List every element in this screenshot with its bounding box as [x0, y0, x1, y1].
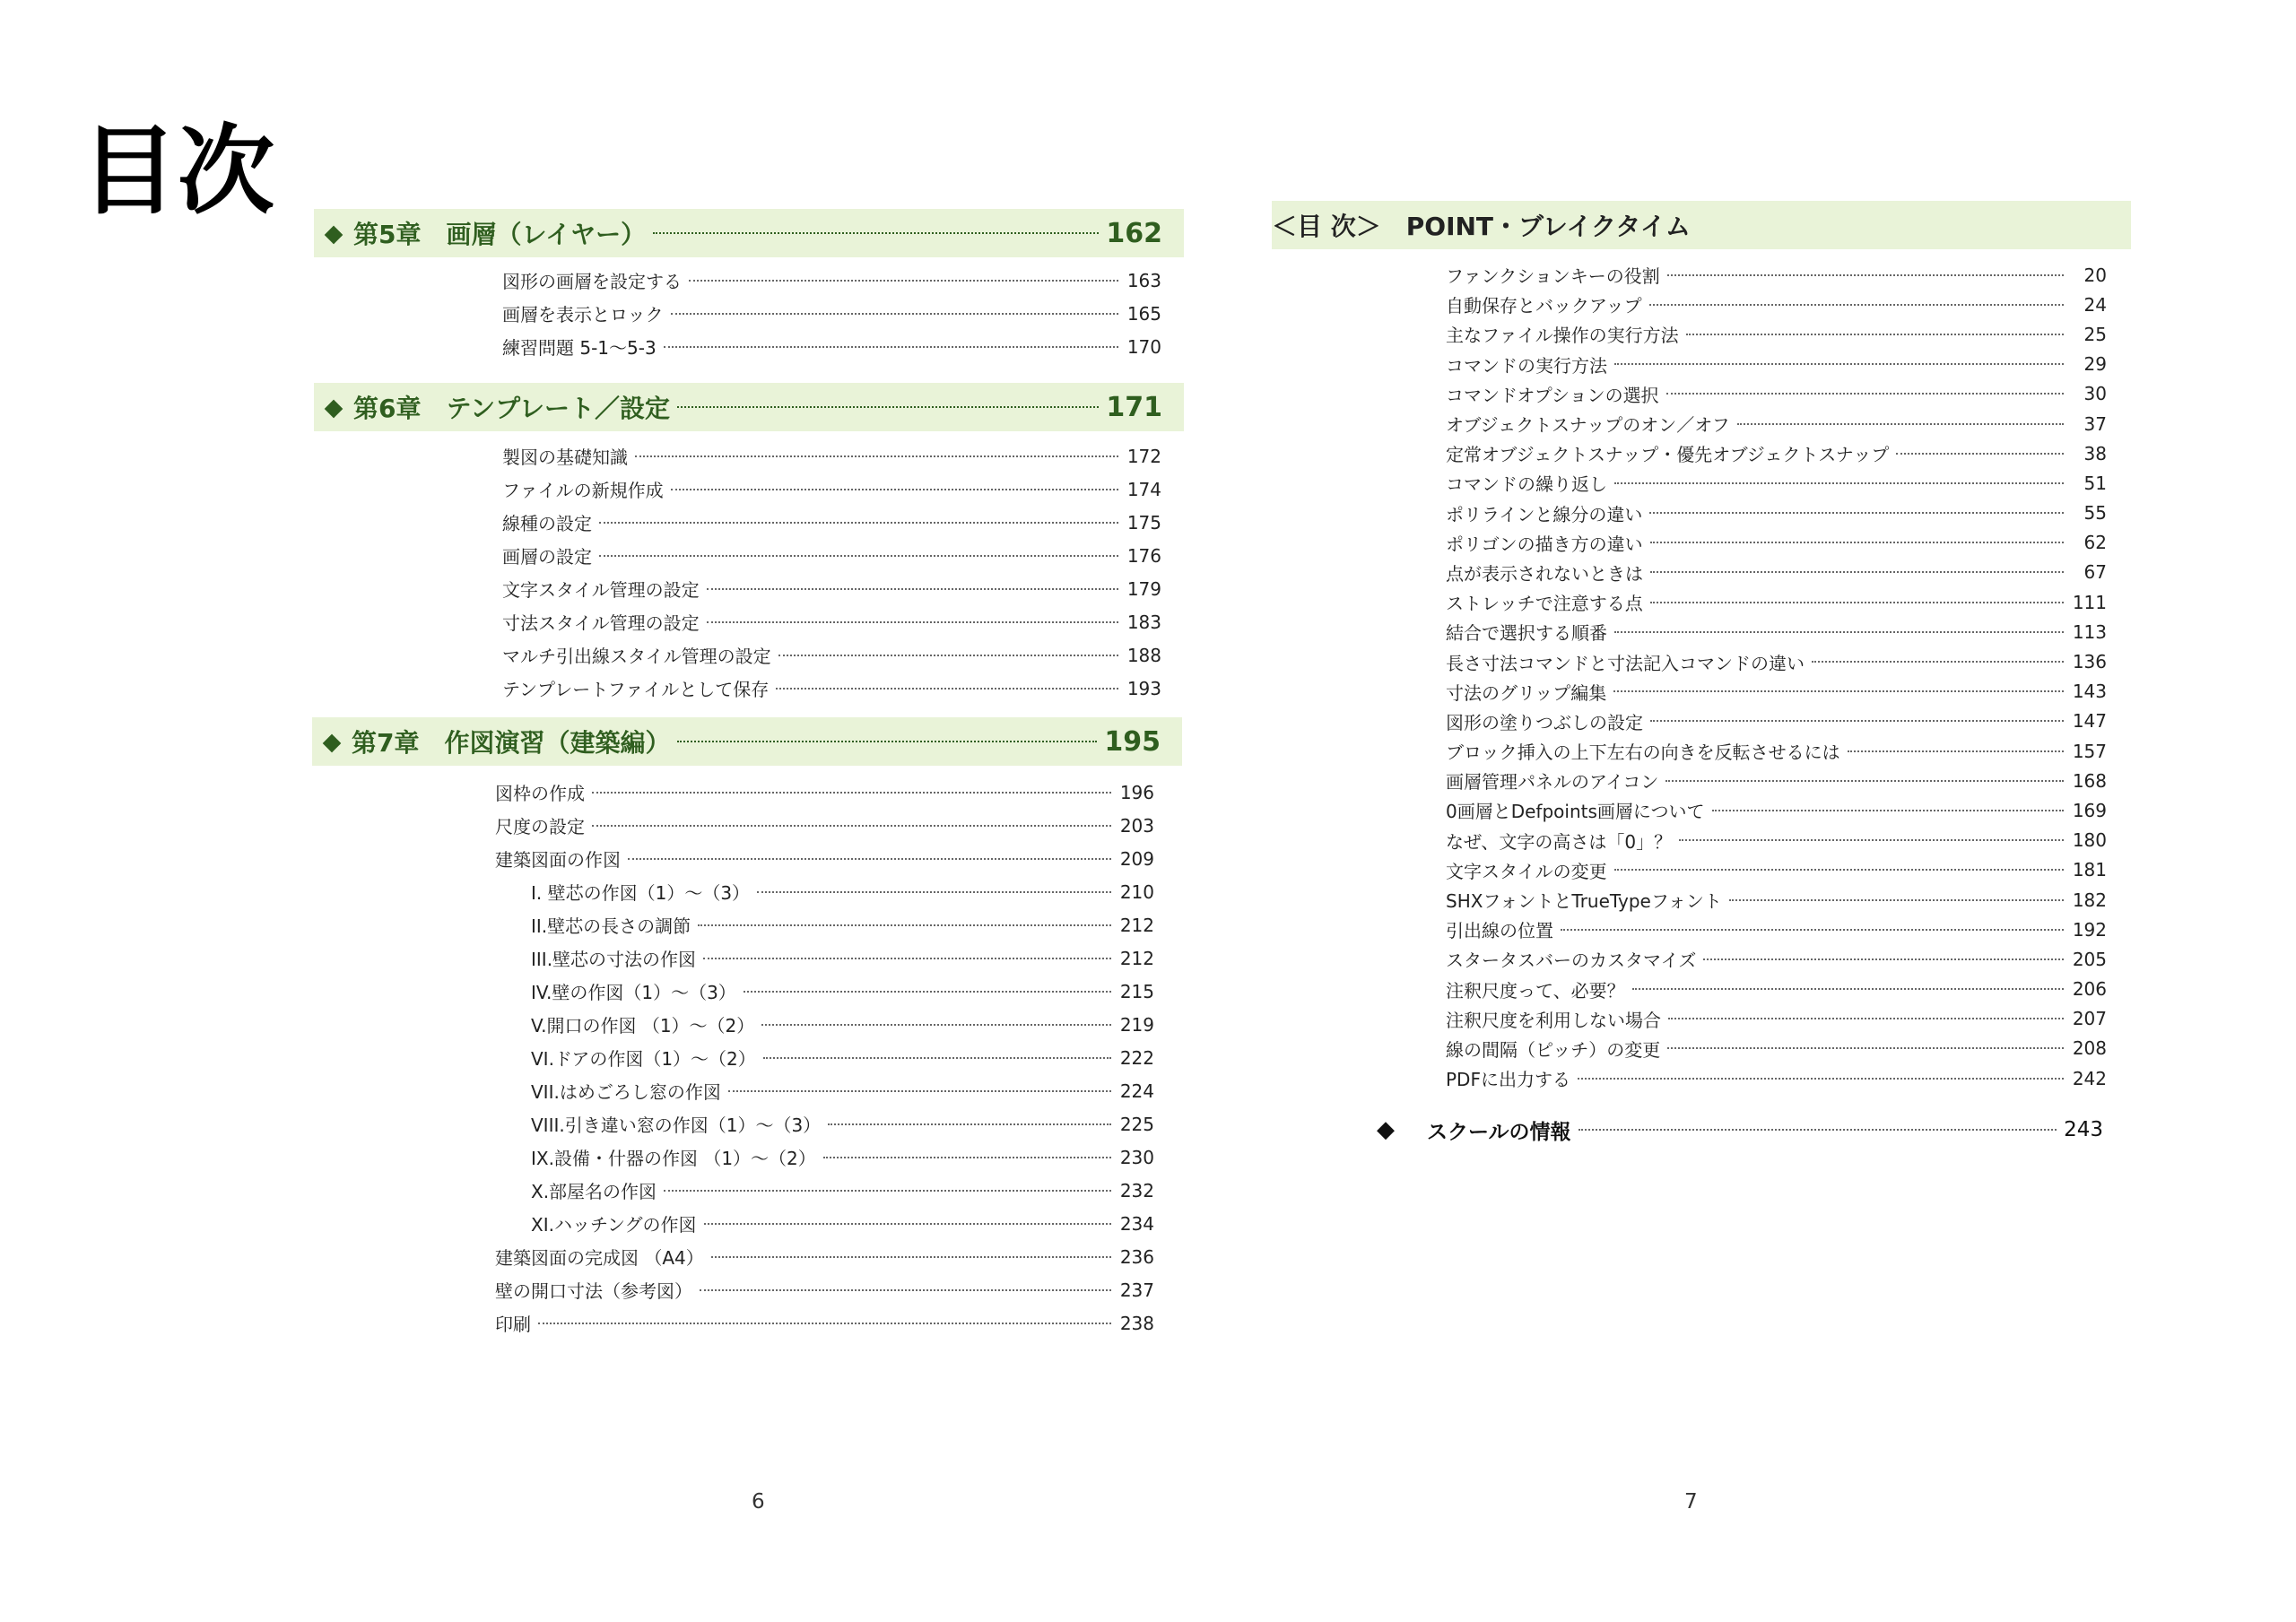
chapter-page: 171 [1106, 391, 1162, 423]
toc-entry[interactable]: 壁の開口寸法（参考図） 237 [495, 1279, 1154, 1302]
toc-subentry[interactable]: IX.設備・什器の作図 （1）～（2） 230 [531, 1146, 1154, 1169]
toc-entry[interactable]: 文字スタイル管理の設定 179 [502, 577, 1161, 601]
toc-entry[interactable]: ブロック挿入の上下左右の向きを反転させるには 157 [1446, 740, 2107, 764]
toc-subentry[interactable]: X.部屋名の作図 232 [531, 1179, 1154, 1202]
toc-subentry[interactable]: II.壁芯の長さの調節 212 [531, 914, 1154, 937]
toc-entry[interactable]: 尺度の設定 203 [495, 814, 1154, 837]
point-breaktime-header [1272, 201, 2131, 249]
toc-entry[interactable]: 図形の画層を設定する 163 [502, 269, 1161, 292]
toc-entry[interactable]: 点が表示されないときは 67 [1446, 561, 2107, 585]
toc-entry[interactable]: 線種の設定 175 [502, 511, 1161, 534]
toc-entry[interactable]: 寸法スタイル管理の設定 183 [502, 611, 1161, 634]
school-info-entry[interactable] [1377, 1112, 2103, 1148]
chapter-7-entries [495, 776, 1154, 1340]
toc-entry[interactable]: 建築図面の作図 209 [495, 847, 1154, 871]
toc-entry[interactable]: 文字スタイルの変更 181 [1446, 859, 2107, 882]
toc-entry[interactable]: 製図の基礎知識 172 [502, 445, 1161, 468]
toc-entry[interactable]: ファイルの新規作成 174 [502, 478, 1161, 501]
page-number-left: 6 [752, 1490, 765, 1514]
school-title: スクールの情報 [1427, 1120, 1571, 1144]
toc-subentry[interactable]: XI.ハッチングの作図 234 [531, 1212, 1154, 1236]
toc-entry[interactable]: 結合で選択する順番 113 [1446, 620, 2107, 645]
diamond-icon: ◆ [324, 219, 344, 247]
toc-entry[interactable]: 線の間隔（ピッチ）の変更 208 [1446, 1037, 2107, 1061]
toc-entry[interactable]: 画層の設定 176 [502, 544, 1161, 568]
chapter-5-entries [502, 264, 1161, 363]
chapter-title: 第5章 画層（レイヤー） [353, 220, 647, 249]
toc-entry[interactable]: 画層を表示とロック 165 [502, 302, 1161, 325]
section-title: ＜目 次＞ POINT・ブレイクタイム [1272, 212, 1691, 241]
toc-entry[interactable]: 建築図面の完成図 （A4） 236 [495, 1245, 1154, 1269]
toc-subentry[interactable]: VIII.引き違い窓の作図（1）～（3） 225 [531, 1113, 1154, 1136]
toc-entry[interactable]: ファンクションキーの役割 20 [1446, 264, 2107, 288]
page-title: 目次 [81, 116, 275, 228]
dot-leader [677, 741, 1097, 742]
toc-entry[interactable]: 0画層とDefpoints画層について 169 [1446, 799, 2107, 823]
toc-entry[interactable]: コマンドオプションの選択 30 [1446, 383, 2107, 406]
toc-entry[interactable]: スタータスバーのカスタマイズ 205 [1446, 948, 2107, 972]
toc-entry[interactable]: 印刷 238 [495, 1312, 1154, 1335]
toc-entry[interactable]: 自動保存とバックアップ 24 [1446, 293, 2107, 317]
toc-entry[interactable]: ポリラインと線分の違い 55 [1446, 502, 2107, 525]
toc-entry[interactable]: 図形の塗りつぶしの設定 147 [1446, 710, 2107, 733]
toc-entry[interactable]: SHXフォントとTrueTypeフォント 182 [1446, 889, 2107, 913]
toc-subentry[interactable]: I. 壁芯の作図（1）～（3） 210 [531, 880, 1154, 904]
toc-entry[interactable]: 図枠の作成 196 [495, 781, 1154, 804]
chapter-5-header[interactable] [314, 209, 1184, 257]
toc-entry[interactable]: 注釈尺度って、必要？ 206 [1446, 978, 2107, 1002]
toc-entry[interactable]: ポリゴンの描き方の違い 62 [1446, 532, 2107, 555]
toc-subentry[interactable]: V.開口の作図 （1）～（2） 219 [531, 1013, 1154, 1037]
toc-entry[interactable]: 主なファイル操作の実行方法 25 [1446, 323, 2107, 347]
dot-leader [1578, 1129, 2057, 1131]
toc-entry[interactable]: コマンドの実行方法 29 [1446, 353, 2107, 377]
toc-entry[interactable]: 長さ寸法コマンドと寸法記入コマンドの違い 136 [1446, 651, 2107, 674]
toc-entry[interactable]: コマンドの繰り返し 51 [1446, 472, 2107, 496]
toc-subentry[interactable]: VII.はめごろし窓の作図 224 [531, 1080, 1154, 1103]
diamond-icon: ◆ [324, 393, 344, 421]
point-entries [1446, 260, 2107, 1093]
chapter-7-header[interactable] [312, 717, 1182, 766]
dot-leader [677, 406, 1099, 408]
toc-entry[interactable]: 定常オブジェクトスナップ・優先オブジェクトスナップ 38 [1446, 442, 2107, 466]
toc-entry[interactable]: なぜ、文字の高さは「0」？ 180 [1446, 829, 2107, 853]
dot-leader [653, 232, 1099, 234]
toc-entry[interactable]: 画層管理パネルのアイコン 168 [1446, 769, 2107, 794]
toc-entry[interactable]: マルチ引出線スタイル管理の設定 188 [502, 644, 1161, 667]
toc-entry[interactable]: ストレッチで注意する点 111 [1446, 591, 2107, 615]
toc-entry[interactable]: 引出線の位置 192 [1446, 918, 2107, 942]
toc-entry[interactable]: テンプレートファイルとして保存 193 [502, 677, 1161, 700]
toc-entry[interactable]: 寸法のグリップ編集 143 [1446, 681, 2107, 704]
diamond-icon: ◆ [1377, 1116, 1395, 1143]
chapter-6-entries [502, 439, 1161, 705]
toc-subentry[interactable]: VI.ドアの作図（1）～（2） 222 [531, 1046, 1154, 1070]
toc-subentry[interactable]: III.壁芯の寸法の作図 212 [531, 947, 1154, 970]
toc-entry[interactable]: オブジェクトスナップのオン／オフ 37 [1446, 412, 2107, 437]
school-page: 243 [2064, 1118, 2103, 1141]
toc-entry[interactable]: PDFに出力する 242 [1446, 1067, 2107, 1091]
chapter-6-header[interactable] [314, 383, 1184, 431]
chapter-page: 162 [1106, 217, 1162, 249]
toc-entry[interactable]: 練習問題 5-1～5-3 170 [502, 335, 1161, 359]
toc-entry[interactable]: 注釈尺度を利用しない場合 207 [1446, 1008, 2107, 1031]
chapter-title: 第6章 テンプレート／設定 [353, 394, 670, 423]
chapter-title: 第7章 作図演習（建築編） [352, 728, 671, 758]
page-number-right: 7 [1684, 1490, 1698, 1514]
chapter-page: 195 [1104, 725, 1161, 758]
diamond-icon: ◆ [322, 727, 342, 756]
toc-subentry[interactable]: IV.壁の作図（1）～（3） 215 [531, 980, 1154, 1003]
